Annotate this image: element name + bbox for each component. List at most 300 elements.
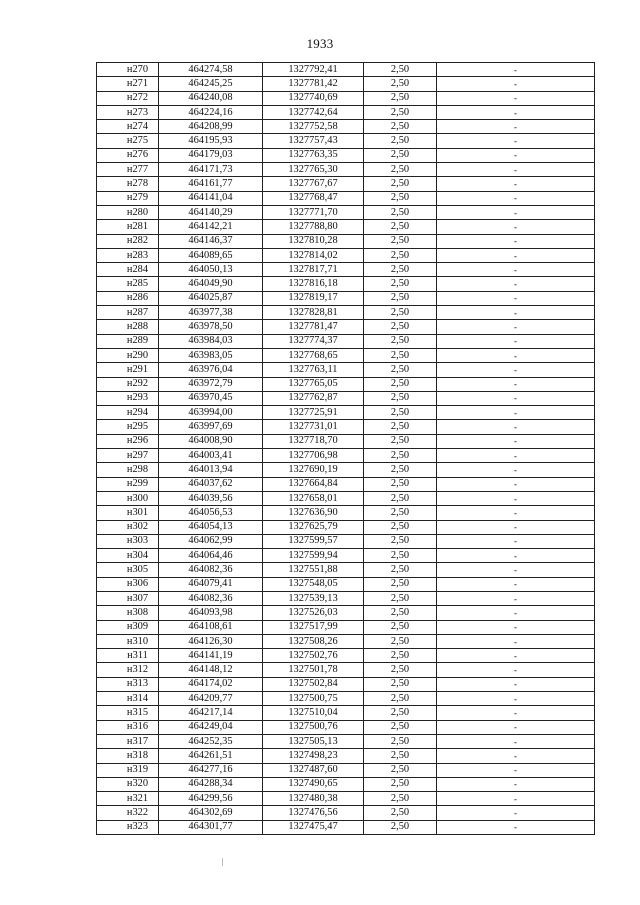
table-row bbox=[97, 377, 595, 391]
table-row bbox=[97, 706, 595, 720]
x-coordinate-cell: 464142,21 bbox=[159, 220, 263, 234]
x-coordinate-cell: 464054,13 bbox=[159, 520, 263, 534]
table-row bbox=[97, 749, 595, 763]
description-cell: - bbox=[437, 634, 595, 648]
table-row bbox=[97, 506, 595, 520]
description-cell: - bbox=[437, 120, 595, 134]
point-id-cell: н306 bbox=[97, 577, 159, 591]
y-coordinate-cell: 1327765,30 bbox=[263, 163, 364, 177]
accuracy-cell: 2,50 bbox=[364, 205, 437, 219]
x-coordinate-cell: 463983,05 bbox=[159, 348, 263, 362]
x-coordinate-cell: 464288,34 bbox=[159, 777, 263, 791]
accuracy-cell: 2,50 bbox=[364, 248, 437, 262]
point-id-cell: н292 bbox=[97, 377, 159, 391]
x-coordinate-cell: 464062,99 bbox=[159, 534, 263, 548]
x-coordinate-cell: 464146,37 bbox=[159, 234, 263, 248]
x-coordinate-cell: 464174,02 bbox=[159, 677, 263, 691]
x-coordinate-cell: 464089,65 bbox=[159, 248, 263, 262]
x-coordinate-cell: 464299,56 bbox=[159, 792, 263, 806]
accuracy-cell: 2,50 bbox=[364, 77, 437, 91]
table-row bbox=[97, 577, 595, 591]
point-id-cell: н281 bbox=[97, 220, 159, 234]
description-cell: - bbox=[437, 105, 595, 119]
x-coordinate-cell: 464208,99 bbox=[159, 120, 263, 134]
accuracy-cell: 2,50 bbox=[364, 434, 437, 448]
x-coordinate-cell: 463978,50 bbox=[159, 320, 263, 334]
x-coordinate-cell: 464171,73 bbox=[159, 163, 263, 177]
y-coordinate-cell: 1327548,05 bbox=[263, 577, 364, 591]
accuracy-cell: 2,50 bbox=[364, 591, 437, 605]
point-id-cell: н307 bbox=[97, 591, 159, 605]
table-row bbox=[97, 634, 595, 648]
accuracy-cell: 2,50 bbox=[364, 734, 437, 748]
table-row bbox=[97, 391, 595, 405]
table-row bbox=[97, 148, 595, 162]
description-cell: - bbox=[437, 277, 595, 291]
table-row bbox=[97, 734, 595, 748]
description-cell: - bbox=[437, 363, 595, 377]
description-cell: - bbox=[437, 820, 595, 834]
y-coordinate-cell: 1327487,60 bbox=[263, 763, 364, 777]
accuracy-cell: 2,50 bbox=[364, 606, 437, 620]
y-coordinate-cell: 1327539,13 bbox=[263, 591, 364, 605]
table-row bbox=[97, 534, 595, 548]
table-row bbox=[97, 792, 595, 806]
table-row bbox=[97, 291, 595, 305]
accuracy-cell: 2,50 bbox=[364, 463, 437, 477]
table-row bbox=[97, 406, 595, 420]
accuracy-cell: 2,50 bbox=[364, 506, 437, 520]
point-id-cell: н270 bbox=[97, 63, 159, 77]
x-coordinate-cell: 464013,94 bbox=[159, 463, 263, 477]
x-coordinate-cell: 464161,77 bbox=[159, 177, 263, 191]
accuracy-cell: 2,50 bbox=[364, 377, 437, 391]
accuracy-cell: 2,50 bbox=[364, 134, 437, 148]
description-cell: - bbox=[437, 606, 595, 620]
accuracy-cell: 2,50 bbox=[364, 477, 437, 491]
point-id-cell: н286 bbox=[97, 291, 159, 305]
table-row bbox=[97, 620, 595, 634]
description-cell: - bbox=[437, 720, 595, 734]
table-row bbox=[97, 91, 595, 105]
accuracy-cell: 2,50 bbox=[364, 634, 437, 648]
description-cell: - bbox=[437, 148, 595, 162]
table-row bbox=[97, 420, 595, 434]
description-cell: - bbox=[437, 306, 595, 320]
accuracy-cell: 2,50 bbox=[364, 620, 437, 634]
point-id-cell: н289 bbox=[97, 334, 159, 348]
point-id-cell: н311 bbox=[97, 649, 159, 663]
description-cell: - bbox=[437, 434, 595, 448]
y-coordinate-cell: 1327819,17 bbox=[263, 291, 364, 305]
table-row bbox=[97, 720, 595, 734]
y-coordinate-cell: 1327501,78 bbox=[263, 663, 364, 677]
table-row bbox=[97, 163, 595, 177]
accuracy-cell: 2,50 bbox=[364, 220, 437, 234]
description-cell: - bbox=[437, 77, 595, 91]
point-id-cell: н273 bbox=[97, 105, 159, 119]
description-cell: - bbox=[437, 491, 595, 505]
accuracy-cell: 2,50 bbox=[364, 63, 437, 77]
point-id-cell: н290 bbox=[97, 348, 159, 362]
point-id-cell: н313 bbox=[97, 677, 159, 691]
y-coordinate-cell: 1327768,47 bbox=[263, 191, 364, 205]
accuracy-cell: 2,50 bbox=[364, 792, 437, 806]
point-id-cell: н271 bbox=[97, 77, 159, 91]
coordinates-table-body bbox=[97, 63, 595, 835]
description-cell: - bbox=[437, 377, 595, 391]
y-coordinate-cell: 1327706,98 bbox=[263, 449, 364, 463]
accuracy-cell: 2,50 bbox=[364, 677, 437, 691]
description-cell: - bbox=[437, 420, 595, 434]
y-coordinate-cell: 1327763,11 bbox=[263, 363, 364, 377]
x-coordinate-cell: 464025,87 bbox=[159, 291, 263, 305]
table-row bbox=[97, 649, 595, 663]
coordinates-table bbox=[96, 62, 595, 835]
accuracy-cell: 2,50 bbox=[364, 520, 437, 534]
x-coordinate-cell: 464141,19 bbox=[159, 649, 263, 663]
y-coordinate-cell: 1327636,90 bbox=[263, 506, 364, 520]
accuracy-cell: 2,50 bbox=[364, 491, 437, 505]
x-coordinate-cell: 464274,58 bbox=[159, 63, 263, 77]
accuracy-cell: 2,50 bbox=[364, 549, 437, 563]
y-coordinate-cell: 1327498,23 bbox=[263, 749, 364, 763]
x-coordinate-cell: 463977,38 bbox=[159, 306, 263, 320]
x-coordinate-cell: 464003,41 bbox=[159, 449, 263, 463]
description-cell: - bbox=[437, 577, 595, 591]
point-id-cell: н317 bbox=[97, 734, 159, 748]
y-coordinate-cell: 1327502,76 bbox=[263, 649, 364, 663]
accuracy-cell: 2,50 bbox=[364, 277, 437, 291]
description-cell: - bbox=[437, 348, 595, 362]
point-id-cell: н301 bbox=[97, 506, 159, 520]
accuracy-cell: 2,50 bbox=[364, 649, 437, 663]
x-coordinate-cell: 464301,77 bbox=[159, 820, 263, 834]
x-coordinate-cell: 464079,41 bbox=[159, 577, 263, 591]
point-id-cell: н297 bbox=[97, 449, 159, 463]
point-id-cell: н300 bbox=[97, 491, 159, 505]
y-coordinate-cell: 1327767,67 bbox=[263, 177, 364, 191]
y-coordinate-cell: 1327508,26 bbox=[263, 634, 364, 648]
point-id-cell: н272 bbox=[97, 91, 159, 105]
y-coordinate-cell: 1327814,02 bbox=[263, 248, 364, 262]
table-row bbox=[97, 348, 595, 362]
table-row bbox=[97, 306, 595, 320]
accuracy-cell: 2,50 bbox=[364, 191, 437, 205]
point-id-cell: н293 bbox=[97, 391, 159, 405]
accuracy-cell: 2,50 bbox=[364, 334, 437, 348]
description-cell: - bbox=[437, 620, 595, 634]
accuracy-cell: 2,50 bbox=[364, 692, 437, 706]
description-cell: - bbox=[437, 563, 595, 577]
accuracy-cell: 2,50 bbox=[364, 763, 437, 777]
point-id-cell: н274 bbox=[97, 120, 159, 134]
x-coordinate-cell: 464140,29 bbox=[159, 205, 263, 219]
point-id-cell: н296 bbox=[97, 434, 159, 448]
x-coordinate-cell: 463970,45 bbox=[159, 391, 263, 405]
y-coordinate-cell: 1327752,58 bbox=[263, 120, 364, 134]
accuracy-cell: 2,50 bbox=[364, 363, 437, 377]
y-coordinate-cell: 1327658,01 bbox=[263, 491, 364, 505]
point-id-cell: н283 bbox=[97, 248, 159, 262]
x-coordinate-cell: 464126,30 bbox=[159, 634, 263, 648]
table-row bbox=[97, 77, 595, 91]
y-coordinate-cell: 1327788,80 bbox=[263, 220, 364, 234]
description-cell: - bbox=[437, 692, 595, 706]
y-coordinate-cell: 1327781,47 bbox=[263, 320, 364, 334]
y-coordinate-cell: 1327599,57 bbox=[263, 534, 364, 548]
accuracy-cell: 2,50 bbox=[364, 749, 437, 763]
x-coordinate-cell: 464179,03 bbox=[159, 148, 263, 162]
description-cell: - bbox=[437, 91, 595, 105]
x-coordinate-cell: 464093,98 bbox=[159, 606, 263, 620]
point-id-cell: н309 bbox=[97, 620, 159, 634]
table-row bbox=[97, 234, 595, 248]
y-coordinate-cell: 1327490,65 bbox=[263, 777, 364, 791]
table-row bbox=[97, 320, 595, 334]
point-id-cell: н275 bbox=[97, 134, 159, 148]
description-cell: - bbox=[437, 191, 595, 205]
description-cell: - bbox=[437, 549, 595, 563]
table-row bbox=[97, 434, 595, 448]
x-coordinate-cell: 463994,00 bbox=[159, 406, 263, 420]
point-id-cell: н322 bbox=[97, 806, 159, 820]
accuracy-cell: 2,50 bbox=[364, 91, 437, 105]
point-id-cell: н279 bbox=[97, 191, 159, 205]
description-cell: - bbox=[437, 706, 595, 720]
x-coordinate-cell: 464141,04 bbox=[159, 191, 263, 205]
description-cell: - bbox=[437, 506, 595, 520]
y-coordinate-cell: 1327792,41 bbox=[263, 63, 364, 77]
accuracy-cell: 2,50 bbox=[364, 120, 437, 134]
accuracy-cell: 2,50 bbox=[364, 720, 437, 734]
description-cell: - bbox=[437, 649, 595, 663]
description-cell: - bbox=[437, 320, 595, 334]
x-coordinate-cell: 463984,03 bbox=[159, 334, 263, 348]
description-cell: - bbox=[437, 449, 595, 463]
page-number: 1933 bbox=[306, 36, 334, 51]
x-coordinate-cell: 464224,16 bbox=[159, 105, 263, 119]
x-coordinate-cell: 464064,46 bbox=[159, 549, 263, 563]
y-coordinate-cell: 1327475,47 bbox=[263, 820, 364, 834]
point-id-cell: н277 bbox=[97, 163, 159, 177]
description-cell: - bbox=[437, 463, 595, 477]
description-cell: - bbox=[437, 591, 595, 605]
y-coordinate-cell: 1327690,19 bbox=[263, 463, 364, 477]
description-cell: - bbox=[437, 291, 595, 305]
table-row bbox=[97, 692, 595, 706]
point-id-cell: н287 bbox=[97, 306, 159, 320]
y-coordinate-cell: 1327731,01 bbox=[263, 420, 364, 434]
table-row bbox=[97, 520, 595, 534]
accuracy-cell: 2,50 bbox=[364, 320, 437, 334]
accuracy-cell: 2,50 bbox=[364, 177, 437, 191]
table-row bbox=[97, 563, 595, 577]
accuracy-cell: 2,50 bbox=[364, 148, 437, 162]
description-cell: - bbox=[437, 134, 595, 148]
x-coordinate-cell: 464049,90 bbox=[159, 277, 263, 291]
y-coordinate-cell: 1327551,88 bbox=[263, 563, 364, 577]
x-coordinate-cell: 463972,79 bbox=[159, 377, 263, 391]
description-cell: - bbox=[437, 677, 595, 691]
description-cell: - bbox=[437, 205, 595, 219]
x-coordinate-cell: 464249,04 bbox=[159, 720, 263, 734]
x-coordinate-cell: 464302,69 bbox=[159, 806, 263, 820]
description-cell: - bbox=[437, 806, 595, 820]
x-coordinate-cell: 464008,90 bbox=[159, 434, 263, 448]
x-coordinate-cell: 464056,53 bbox=[159, 506, 263, 520]
accuracy-cell: 2,50 bbox=[364, 806, 437, 820]
y-coordinate-cell: 1327762,87 bbox=[263, 391, 364, 405]
description-cell: - bbox=[437, 534, 595, 548]
table-row bbox=[97, 491, 595, 505]
table-row bbox=[97, 105, 595, 119]
x-coordinate-cell: 463997,69 bbox=[159, 420, 263, 434]
table-row bbox=[97, 763, 595, 777]
x-coordinate-cell: 464195,93 bbox=[159, 134, 263, 148]
accuracy-cell: 2,50 bbox=[364, 563, 437, 577]
y-coordinate-cell: 1327768,65 bbox=[263, 348, 364, 362]
point-id-cell: н284 bbox=[97, 263, 159, 277]
point-id-cell: н304 bbox=[97, 549, 159, 563]
accuracy-cell: 2,50 bbox=[364, 663, 437, 677]
x-coordinate-cell: 464108,61 bbox=[159, 620, 263, 634]
description-cell: - bbox=[437, 177, 595, 191]
point-id-cell: н302 bbox=[97, 520, 159, 534]
x-coordinate-cell: 464209,77 bbox=[159, 692, 263, 706]
table-row bbox=[97, 477, 595, 491]
table-row bbox=[97, 363, 595, 377]
point-id-cell: н280 bbox=[97, 205, 159, 219]
table-row bbox=[97, 120, 595, 134]
description-cell: - bbox=[437, 763, 595, 777]
y-coordinate-cell: 1327771,70 bbox=[263, 205, 364, 219]
description-cell: - bbox=[437, 777, 595, 791]
point-id-cell: н310 bbox=[97, 634, 159, 648]
y-coordinate-cell: 1327816,18 bbox=[263, 277, 364, 291]
y-coordinate-cell: 1327500,75 bbox=[263, 692, 364, 706]
point-id-cell: н299 bbox=[97, 477, 159, 491]
description-cell: - bbox=[437, 263, 595, 277]
point-id-cell: н323 bbox=[97, 820, 159, 834]
point-id-cell: н291 bbox=[97, 363, 159, 377]
y-coordinate-cell: 1327502,84 bbox=[263, 677, 364, 691]
point-id-cell: н314 bbox=[97, 692, 159, 706]
point-id-cell: н320 bbox=[97, 777, 159, 791]
description-cell: - bbox=[437, 792, 595, 806]
x-coordinate-cell: 464245,25 bbox=[159, 77, 263, 91]
y-coordinate-cell: 1327476,56 bbox=[263, 806, 364, 820]
point-id-cell: н285 bbox=[97, 277, 159, 291]
table-row bbox=[97, 263, 595, 277]
table-row bbox=[97, 463, 595, 477]
description-cell: - bbox=[437, 334, 595, 348]
point-id-cell: н315 bbox=[97, 706, 159, 720]
y-coordinate-cell: 1327505,13 bbox=[263, 734, 364, 748]
table-row bbox=[97, 220, 595, 234]
accuracy-cell: 2,50 bbox=[364, 406, 437, 420]
accuracy-cell: 2,50 bbox=[364, 777, 437, 791]
x-coordinate-cell: 464148,12 bbox=[159, 663, 263, 677]
x-coordinate-cell: 464082,36 bbox=[159, 591, 263, 605]
table-row bbox=[97, 134, 595, 148]
point-id-cell: н282 bbox=[97, 234, 159, 248]
y-coordinate-cell: 1327765,05 bbox=[263, 377, 364, 391]
point-id-cell: н312 bbox=[97, 663, 159, 677]
accuracy-cell: 2,50 bbox=[364, 306, 437, 320]
description-cell: - bbox=[437, 734, 595, 748]
x-coordinate-cell: 464050,13 bbox=[159, 263, 263, 277]
description-cell: - bbox=[437, 248, 595, 262]
table-row bbox=[97, 606, 595, 620]
point-id-cell: н298 bbox=[97, 463, 159, 477]
y-coordinate-cell: 1327725,91 bbox=[263, 406, 364, 420]
x-coordinate-cell: 464082,36 bbox=[159, 563, 263, 577]
y-coordinate-cell: 1327817,71 bbox=[263, 263, 364, 277]
y-coordinate-cell: 1327500,76 bbox=[263, 720, 364, 734]
accuracy-cell: 2,50 bbox=[364, 263, 437, 277]
table-row bbox=[97, 63, 595, 77]
table-row bbox=[97, 663, 595, 677]
y-coordinate-cell: 1327763,35 bbox=[263, 148, 364, 162]
description-cell: - bbox=[437, 234, 595, 248]
point-id-cell: н295 bbox=[97, 420, 159, 434]
accuracy-cell: 2,50 bbox=[364, 291, 437, 305]
x-coordinate-cell: 464252,35 bbox=[159, 734, 263, 748]
accuracy-cell: 2,50 bbox=[364, 420, 437, 434]
point-id-cell: н294 bbox=[97, 406, 159, 420]
accuracy-cell: 2,50 bbox=[364, 577, 437, 591]
description-cell: - bbox=[437, 663, 595, 677]
y-coordinate-cell: 1327810,28 bbox=[263, 234, 364, 248]
x-coordinate-cell: 464277,16 bbox=[159, 763, 263, 777]
description-cell: - bbox=[437, 520, 595, 534]
point-id-cell: н321 bbox=[97, 792, 159, 806]
accuracy-cell: 2,50 bbox=[364, 105, 437, 119]
point-id-cell: н303 bbox=[97, 534, 159, 548]
point-id-cell: н316 bbox=[97, 720, 159, 734]
x-coordinate-cell: 464037,62 bbox=[159, 477, 263, 491]
point-id-cell: н276 bbox=[97, 148, 159, 162]
y-coordinate-cell: 1327664,84 bbox=[263, 477, 364, 491]
y-coordinate-cell: 1327510,04 bbox=[263, 706, 364, 720]
description-cell: - bbox=[437, 406, 595, 420]
accuracy-cell: 2,50 bbox=[364, 348, 437, 362]
table-row bbox=[97, 820, 595, 834]
description-cell: - bbox=[437, 63, 595, 77]
x-coordinate-cell: 464261,51 bbox=[159, 749, 263, 763]
description-cell: - bbox=[437, 477, 595, 491]
x-coordinate-cell: 464039,56 bbox=[159, 491, 263, 505]
description-cell: - bbox=[437, 220, 595, 234]
y-coordinate-cell: 1327625,79 bbox=[263, 520, 364, 534]
table-row bbox=[97, 449, 595, 463]
table-row bbox=[97, 806, 595, 820]
table-row bbox=[97, 248, 595, 262]
table-row bbox=[97, 777, 595, 791]
accuracy-cell: 2,50 bbox=[364, 163, 437, 177]
table-row bbox=[97, 334, 595, 348]
x-coordinate-cell: 464240,08 bbox=[159, 91, 263, 105]
y-coordinate-cell: 1327517,99 bbox=[263, 620, 364, 634]
y-coordinate-cell: 1327828,81 bbox=[263, 306, 364, 320]
y-coordinate-cell: 1327740,69 bbox=[263, 91, 364, 105]
point-id-cell: н318 bbox=[97, 749, 159, 763]
y-coordinate-cell: 1327781,42 bbox=[263, 77, 364, 91]
table-row bbox=[97, 591, 595, 605]
y-coordinate-cell: 1327774,37 bbox=[263, 334, 364, 348]
accuracy-cell: 2,50 bbox=[364, 234, 437, 248]
